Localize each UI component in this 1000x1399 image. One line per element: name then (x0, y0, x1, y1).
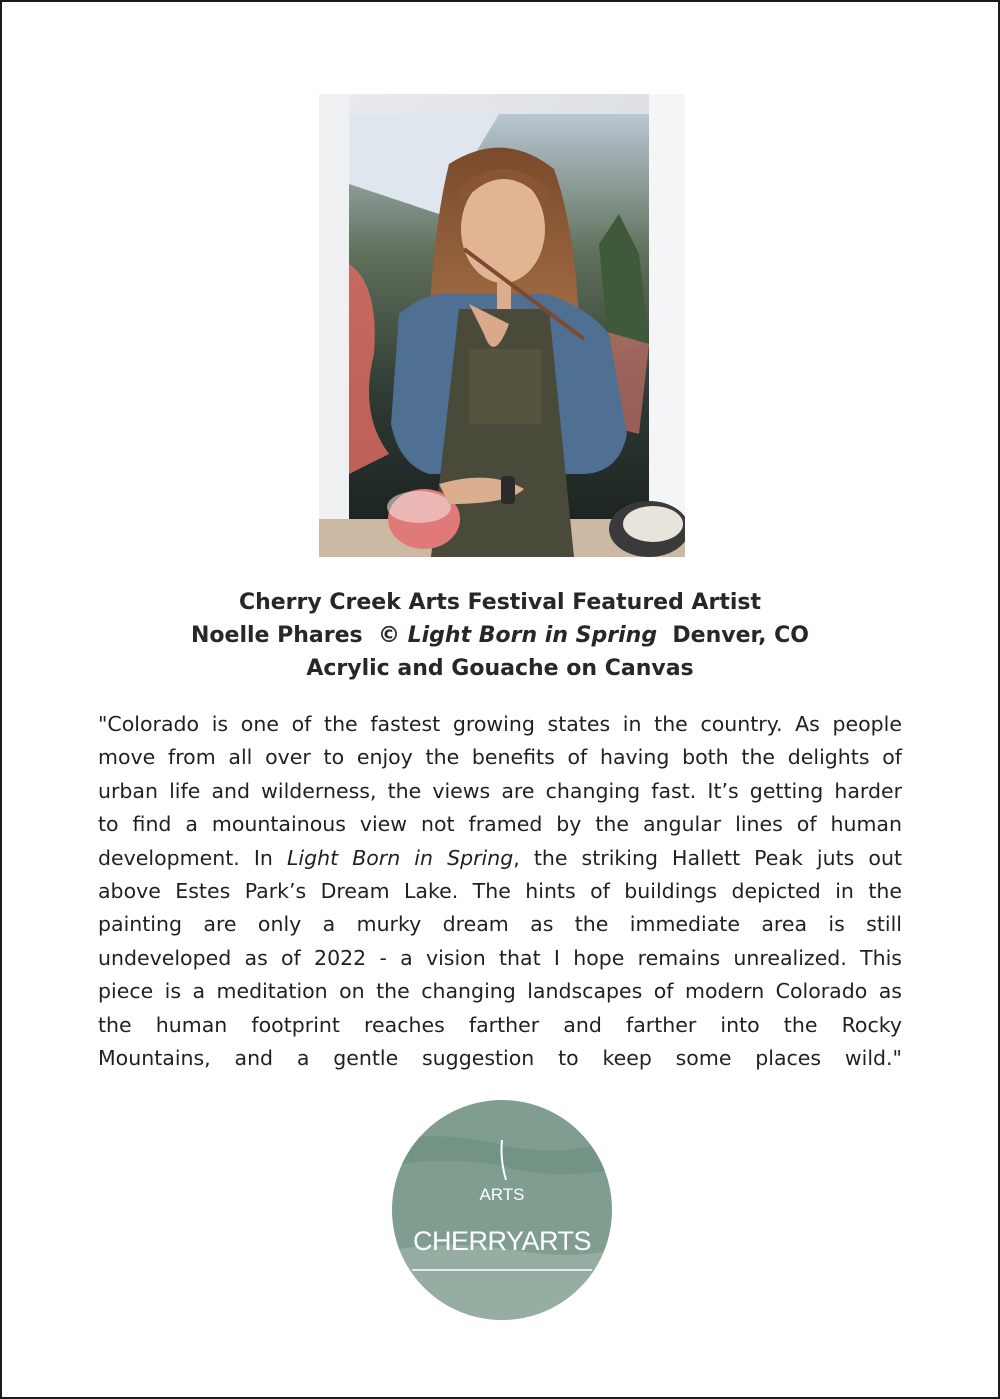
card-heading (2, 586, 998, 685)
artwork-title: Light Born in Spring (407, 623, 658, 648)
statement-line: above Estes Park’s Dream Lake. The hints of buildings depicted in the (98, 879, 902, 904)
copyright-symbol: © (377, 623, 400, 648)
artist-portrait-image (319, 94, 685, 557)
statement-line: piece is a meditation on the changing landscapes of modern Colorado as (98, 979, 902, 1004)
cherryarts-logo-mark (392, 1100, 612, 1320)
artwork-medium: Acrylic and Gouache on Canvas (306, 656, 694, 681)
statement-line: move from all over to enjoy the benefits of having both the delights of (98, 745, 902, 770)
statement-line: to find a mountainous view not framed by the angular lines of human (98, 812, 902, 837)
statement-line: the human footprint reaches farther and farther into the Rocky (98, 1012, 902, 1037)
statement-line: "Colorado is one of the fastest growing states in the country. As people (98, 712, 902, 736)
statement-artwork-title: Light Born in Spring (286, 845, 514, 870)
festival-heading: Cherry Creek Arts Festival Featured Artist (238, 590, 762, 615)
logo-small-text: ARTS (479, 1185, 525, 1204)
artist-location: Denver, CO (672, 623, 809, 648)
cherryarts-logo (392, 1100, 612, 1320)
statement-line: painting are only a murky dream as the immediate area is still (98, 912, 902, 937)
artist-statement (98, 708, 902, 1075)
statement-line (98, 842, 902, 875)
statement-text: , the striking Hallett Peak juts out (513, 845, 902, 870)
statement-text: development. In (98, 845, 287, 870)
logo-wordmark: CHERRYARTS (412, 1226, 592, 1256)
artist-photo (319, 94, 685, 557)
artist-credit-line (2, 619, 998, 652)
statement-line: Mountains, and a gentle suggestion to keep some places wild." (98, 1046, 902, 1071)
statement-line: urban life and wilderness, the views are changing fast. It’s getting harder (98, 778, 902, 803)
artist-name: Noelle Phares (191, 623, 363, 648)
statement-line: undeveloped as of 2022 - a vision that I hope remains unrealized. This (98, 945, 902, 970)
